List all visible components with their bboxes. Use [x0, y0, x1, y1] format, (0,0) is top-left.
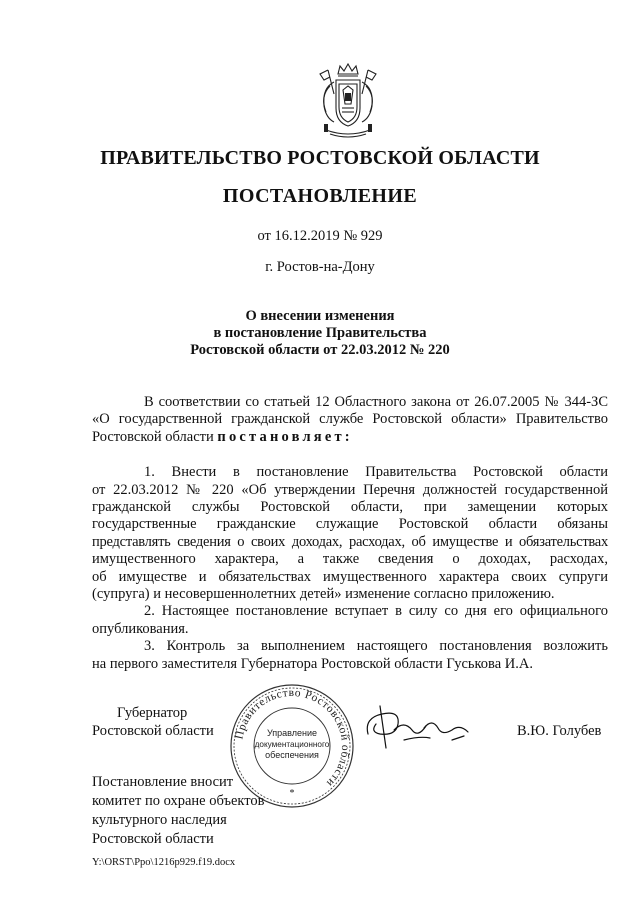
- signatory-name: В.Ю. Голубев: [517, 723, 602, 739]
- decree-date-number: от 16.12.2019 № 929: [257, 228, 383, 244]
- item-line: на первого заместителя Губернатора Ростовской области Гуськова И.А.: [92, 655, 533, 672]
- seal-star: *: [289, 788, 295, 799]
- handwritten-signature-icon: [360, 700, 510, 752]
- decree-subject: [0, 308, 640, 359]
- seal-inner-line: обеспечения: [265, 750, 319, 760]
- preamble-line: «О государственной гражданской службе Ростовской области» Правительство: [92, 411, 608, 428]
- item-line: об имуществе и обязательствах имущественного характера своих супруги: [92, 568, 608, 585]
- item-line: гражданской службы Ростовской области, при замещении которых: [92, 499, 608, 516]
- decree-city: г. Ростов-на-Дону: [265, 259, 375, 275]
- signatory-position: Губернатор: [117, 705, 188, 721]
- submitter-line: комитет по охране объектов: [92, 793, 265, 809]
- item-line: представлять сведения о своих доходах, расходах, об имуществе и обязательствах: [92, 533, 608, 550]
- seal-outer-text: Правительство Ростовской области: [233, 686, 352, 790]
- coat-of-arms-icon: [316, 60, 380, 142]
- document-type-title: ПОСТАНОВЛЕНИЕ: [222, 185, 418, 207]
- submitter-line: Ростовской области: [92, 831, 214, 847]
- item-line: (супруга) и несовершеннолетних детей» изменение согласно приложению.: [92, 586, 555, 603]
- file-path: Y:\ORST\Ppo\1216p929.f19.docx: [92, 857, 236, 868]
- government-title: ПРАВИТЕЛЬСТВО РОСТОВСКОЙ ОБЛАСТИ: [100, 147, 540, 169]
- item-line: 2. Настоящее постановление вступает в силу со дня его официального: [144, 603, 608, 620]
- decree-body: [92, 394, 608, 673]
- item-line: опубликования.: [92, 620, 189, 637]
- preamble-line: Ростовской области: [92, 428, 218, 445]
- preamble-line: В соответствии со статьей 12 Областного закона от 26.07.2005 № 344-ЗС: [144, 394, 608, 410]
- subject-line: Ростовской области от 22.03.2012 № 220: [190, 342, 450, 358]
- resolves-keyword: постановляет:: [217, 428, 353, 445]
- submitter-block: [92, 773, 265, 849]
- preamble-last-line: [92, 429, 608, 446]
- submitter-line: Постановление вносит: [92, 774, 234, 790]
- seal-inner-line: Управление: [266, 728, 318, 738]
- item-line: государственные гражданские служащие Ростовской области обязаны: [92, 516, 608, 533]
- seal-inner-line: документационного: [254, 740, 330, 749]
- item-line: 1. Внести в постановление Правительства Ростовской области: [144, 464, 608, 481]
- subject-line: О внесении изменения: [245, 308, 395, 324]
- item-line: 3. Контроль за выполнением настоящего постановления возложить: [144, 638, 608, 655]
- item-line: имущественного характера, а также сведения о доходах, расходах,: [92, 551, 608, 568]
- submitter-line: культурного наследия: [92, 812, 227, 828]
- signatory-region: Ростовской области: [92, 723, 214, 739]
- subject-line: в постановление Правительства: [213, 325, 427, 341]
- item-line: от 22.03.2012 № 220 «Об утверждении Перечня должностей государственной: [92, 481, 608, 498]
